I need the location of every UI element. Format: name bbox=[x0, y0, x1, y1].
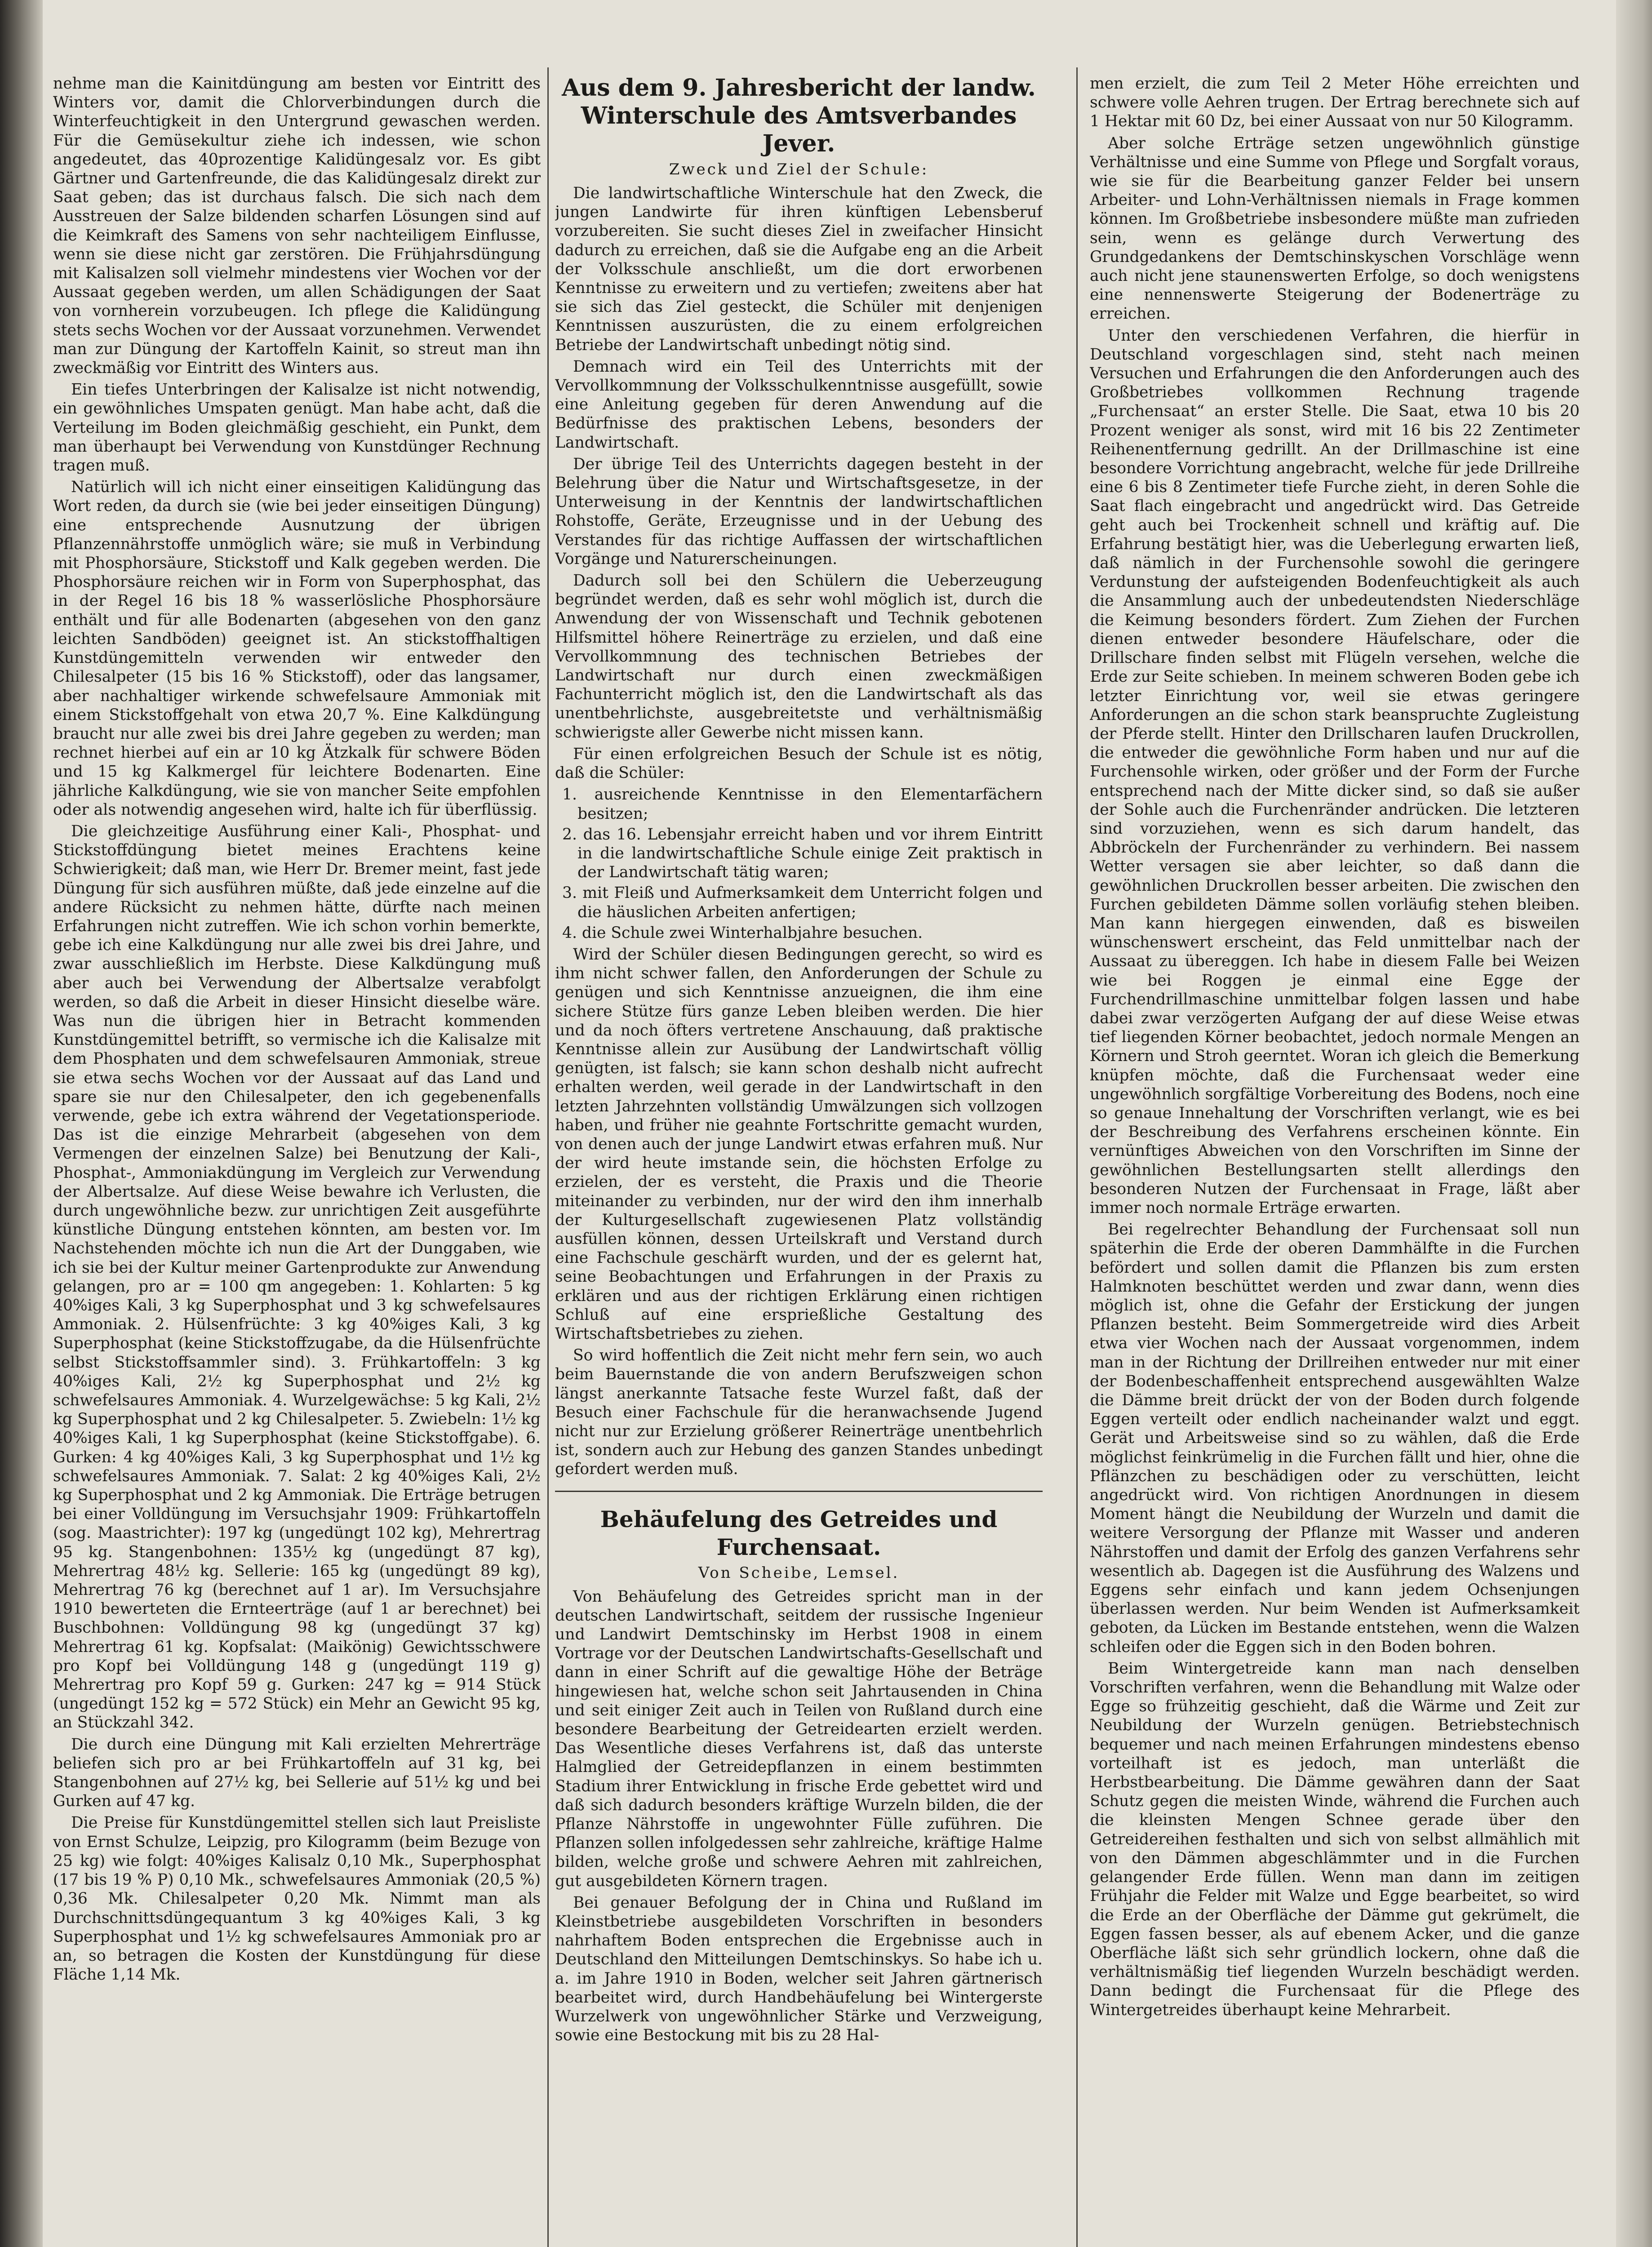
paragraph: So wird hoffentlich die Zeit nicht mehr fern sein, wo auch beim Bauernstande die von andern Berufszweigen schon längst anerkannte Tatsache feste Wurzel faßt, daß der Besuch einer Fachschule für die heranwachsende Jugend nicht nur zur Erzielung größerer Reinerträge unentbehrlich ist, sondern auch zur Hebung des ganzen Standes unbedingt gefordert werden muß. bbox=[555, 1346, 1043, 1479]
section-subtitle: Zweck und Ziel der Schule: bbox=[669, 160, 929, 178]
paragraph: men erzielt, die zum Teil 2 Meter Höhe erreichten und schwere volle Aehren trugen. Der Ertrag berechnete sich auf 1 Hektar mit 60 Dz, bei einer Aussaat von nur 50 Kilogramm. bbox=[1090, 75, 1580, 131]
paragraph: Von Behäufelung des Getreides spricht man in der deutschen Landwirtschaft, seitdem der russische Ingenieur und Landwirt Demtschinsky im Herbst 1908 in einem Vortrage vor der Deutschen Landwirtschafts-Gesellschaft und dann in einer Schrift auf die gewaltige Höhe der Beträge hingewiesen hat, welche schon seit Jahrtausenden in China und seit einiger Zeit auch in Teilen von Rußland durch eine besondere Bearbeitung der Getreidearten erzielt werden. Das Wesentliche dieses Verfahrens ist, daß das unterste Halmglied der Getreidepflanzen in einem bestimmten Stadium ihrer Entwicklung in frische Erde gebettet wird und daß sich dadurch besonders kräftige Wurzeln bilden, die der Pflanze Nährstoffe in ungewohnter Fülle zuführen. Die Pflanzen sollen infolgedessen sehr zahlreiche, kräftige Halme bilden, welche große und schwere Aehren mit zahlreichen, gut ausgebildeten Körnern tragen. bbox=[555, 1587, 1043, 1890]
paragraph: nehme man die Kainitdüngung am besten vor Eintritt des Winters vor, damit die Chlorverbindungen durch die Winterfeuchtigkeit in den Untergrund gewaschen werden. Für die Gemüsekultur ziehe ich indessen, wie schon angedeutet, das 40prozentige Kalidüngesalz vor. Es gibt Gärtner und Gartenfreunde, die das Kalidüngesalz direkt zur Saat geben; das ist durchaus falsch. Die sich nach dem Ausstreuen der Salze bildenden scharfen Lösungen sind auf die Keimkraft des Samens von sehr nachteiligem Einflusse, wenn sie diese nicht gar zerstören. Die Frühjahrsdüngung mit Kalisalzen soll vielmehr mindestens vier Wochen vor der Aussaat gegeben werden, um allen Schädigungen der Saat von vornherein vorzubeugen. Ich pflege die Kalidüngung stets sechs Wochen vor der Aussaat vorzunehmen. Verwendet man zur Düngung der Kartoffeln Kainit, so streut man ihn zweckmäßig vor Eintritt des Winters aus. bbox=[53, 75, 541, 377]
article-byline: Von Scheibe, Lemsel. bbox=[698, 1563, 900, 1582]
binding-edge-left bbox=[0, 0, 43, 2247]
article-title-winterschule: Aus dem 9. Jahresbericht der landw. Winterschule des Amtsverbandes Jever. bbox=[562, 74, 1036, 157]
paragraph: Die landwirtschaftliche Winterschule hat den Zweck, die jungen Landwirte für ihren künftigen Lebensberuf vorzubereiten. Sie sucht dieses Ziel in zweifacher Hinsicht dadurch zu erreichen, daß sie die Aufgabe eng an die Arbeit der Volksschule anschließt, um die dort erworbenen Kenntnisse zu erweitern und zu vertiefen; zweitens aber hat sie sich das Ziel gesteckt, die Schüler mit denjenigen Kenntnissen auszurüsten, die zu einem erfolgreichen Betriebe der Landwirtschaft unbedingt nötig sind. bbox=[555, 184, 1043, 354]
paragraph: Der übrige Teil des Unterrichts dagegen besteht in der Belehrung über die Natur und Wirtschaftsgesetze, in der Unterweisung in der Kenntnis der landwirtschaftlichen Rohstoffe, Geräte, Erzeugnisse und in der Uebung des Verstandes für das richtige Auffassen der wirtschaftlichen Vorgänge und Naturerscheinungen. bbox=[555, 455, 1043, 568]
paragraph: Aber solche Erträge setzen ungewöhnlich günstige Verhältnisse und eine Summe von Pflege und Sorgfalt voraus, wie sie für die Bearbeitung ganzer Felder bei unsern Arbeiter- und Lohn-Verhältnissen niemals in Frage kommen können. Im Großbetriebe insbesondere müßte man zufrieden sein, wenn es gelänge durch Verwertung des Grundgedankens der Demtschinskyschen Vorschläge wenn auch nicht jene staunenswerten Erfolge, so doch wenigstens eine nennenswerte Steigerung der Bodenerträge zu erreichen. bbox=[1090, 134, 1580, 323]
list-item: 4. die Schule zwei Winterhalbjahre besuchen. bbox=[562, 924, 923, 942]
paragraph: Ein tiefes Unterbringen der Kalisalze ist nicht notwendig, ein gewöhnliches Umspaten genügt. Man habe acht, daß die Verteilung im Boden gleichmäßig geschieht, ein Punkt, dem man überhaupt bei Verwendung von Kunstdünger Rechnung tragen muß. bbox=[53, 381, 541, 475]
paragraph: Die Preise für Kunstdüngemittel stellen sich laut Preisliste von Ernst Schulze, Leipzig, pro Kilogramm (beim Bezuge von 25 kg) wie folgt: 40%iges Kalisalz 0,10 Mk., Superphosphat (17 bis 19 % P) 0,10 Mk., schwefelsaures Ammoniak (20,5 %) 0,36 Mk. Chilesalpeter 0,20 Mk. Nimmt man als Durchschnittsdüngequantum 3 kg 40%iges Kali, 3 kg Superphosphat und 1½ kg schwefelsaures Ammoniak pro ar an, so betragen die Kosten der Kunstdüngung für diese Fläche 1,14 Mk. bbox=[53, 1814, 541, 1984]
paragraph: Wird der Schüler diesen Bedingungen gerecht, so wird es ihm nicht schwer fallen, den Anforderungen der Schule zu genügen und sich Kenntnisse anzueignen, die ihm eine sichere Stütze fürs ganze Leben bleiben werden. Die hier und da noch öfters vertretene Anschauung, daß praktische Kenntnisse allein zur Ausübung der Landwirtschaft völlig genügten, ist falsch; sie kann schon deshalb nicht aufrecht erhalten werden, weil gerade in der Landwirtschaft in den letzten Jahrzehnten vollständig Umwälzungen sich vollzogen haben, und früher nie geahnte Fortschritte gemacht wurden, von denen auch der junge Landwirt etwas erfahren muß. Nur der wird heute imstande sein, die höchsten Erfolge zu erzielen, der es versteht, die Praxis und die Theorie miteinander zu verbinden, nur der wird den ihm innerhalb der Kulturgesellschaft zugewiesenen Platz vollständig ausfüllen können, dessen Urteilskraft und Verstand durch eine Fachschule geschärft wurden, und der es gelernt hat, seine Beobachtungen und Erfahrungen in der Praxis zu erklären und aus der richtigen Erklärung einen richtigen Schluß auf eine ersprießliche Gestaltung des Wirtschaftsbetriebes zu ziehen. bbox=[555, 945, 1043, 1343]
paragraph: Die gleichzeitige Ausführung einer Kali-, Phosphat- und Stickstoffdüngung bietet meines Erachtens keine Schwierigkeit; daß man, wie Herr Dr. Bremer meint, fast jede Düngung für sich ausführen müßte, daß jede einzelne auf die andere Rücksicht zu nehmen hätte, dürfte nach meinen Erfahrungen nicht zutreffen. Wie ich schon vorhin bemerkte, gebe ich eine Kalkdüngung nur alle zwei bis drei Jahre, und zwar ausschließlich im Herbste. Diese Kalkdüngung muß aber auch bei Verwendung der Albertsalze verabfolgt werden, so daß die Arbeit in dieser Hinsicht dieselbe wäre. Was nun die übrigen hier in Betracht kommenden Kunstdüngemittel betrifft, so vermische ich die Kalisalze mit dem Phosphaten und dem schwefelsauren Ammoniak, streue sie etwa sechs Wochen vor der Aussaat auf das Land und spare sie nur den Chilesalpeter, den ich gegebenenfalls verwende, gebe ich extra während der Vegetationsperiode. Das ist die einzige Mehrarbeit (abgesehen von dem Vermengen der einzelnen Salze) bei Benutzung der Kali-, Phosphat-, Ammoniakdüngung im Vergleich zur Verwendung der Albertsalze. Auf diese Weise bewahre ich Verlusten, die durch ungewöhnliche bezw. zur unrichtigen Zeit ausgeführte künstliche Düngung entstehen könnten, am besten vor. Im Nachstehenden möchte ich nun die Art der Dunggaben, wie ich sie bei der Kultur meiner Gartenprodukte zur Anwendung gelangen, pro ar = 100 qm angegeben: 1. Kohlarten: 5 kg 40%iges Kali, 3 kg Superphosphat und 3 kg schwefelsaures Ammoniak. 2. Hülsenfrüchte: 3 kg 40%iges Kali, 3 kg Superphosphat (keine Stickstoffzugabe, da die Hülsenfrüchte selbst Stickstoffsammler sind). 3. Frühkartoffeln: 3 kg 40%iges Kali, 2½ kg Superphosphat und 2½ kg schwefelsaures Ammoniak. 4. Wurzelgewächse: 5 kg Kali, 2½ kg Superphosphat und 2 kg Chilesalpeter. 5. Zwiebeln: 1½ kg 40%iges Kali, 1 kg Superphosphat (keine Stickstoffgabe). 6. Gurken: 4 kg 40%iges Kali, 3 kg Superphosphat und 1½ kg schwefelsaures Ammoniak. 7. Salat: 2 kg 40%iges Kali, 2½ kg Superphosphat und 2 kg Ammoniak. Die Erträge betrugen bei einer Volldüngung im Versuchsjahr 1909: Frühkartoffeln (sog. Maastrichter): 197 kg (ungedüngt 102 kg), Mehrertrag 95 kg. Stangenbohnen: 135½ kg (ungedüngt 87 kg), Mehrertrag 48½ kg. Sellerie: 165 kg (ungedüngt 89 kg), Mehrertrag 76 kg (berechnet auf 1 ar). Im Versuchsjahre 1910 bewerteten die Ernteerträge (auf 1 ar berechnet) bei Buschbohnen: Volldüngung 98 kg (ungedüngt 37 kg) Mehrertrag 61 kg. Kopfsalat: (Maikönig) Gewichtsschwere pro Kopf bei Volldüngung 148 g (ungedüngt 119 g) Mehrertrag pro Kopf 59 g. Gurken: 247 kg = 914 Stück (ungedüngt 152 kg = 572 Stück) ein Mehr an Gewicht 95 kg, an Stückzahl 342. bbox=[53, 822, 541, 1732]
page-edge-right bbox=[1616, 0, 1652, 2247]
column-2 bbox=[555, 74, 1043, 2247]
column-1 bbox=[53, 74, 541, 2247]
list-item: 3. mit Fleiß und Aufmerksamkeit dem Unterricht folgen und die häuslichen Arbeiten anfertigen; bbox=[562, 884, 1043, 921]
article-divider bbox=[555, 1491, 1043, 1492]
article-title-behaeufelung: Behäufelung des Getreides und Furchensaat. bbox=[600, 1505, 998, 1560]
column-rule-left bbox=[547, 67, 549, 2247]
paragraph: Bei regelrechter Behandlung der Furchensaat soll nun späterhin die Erde der oberen Dammhälfte in die Furchen befördert und sollen damit die Pflanzen bis zum ersten Halmknoten beschüttet werden und zwar dann, wenn dies möglich ist, ohne die Gefahr der Erstickung der jungen Pflanzen besteht. Beim Sommergetreide wird dies Arbeit etwa vier Wochen nach der Aussaat vorgenommen, indem man in der Richtung der Drillreihen entweder nur mit einer der Bodenbeschaffenheit entsprechend ausgewählten Walze die Dämme breit drückt der von der Boden durch folgende Eggen verteilt oder endlich nacheinander walzt und eggt. Gerät und Arbeitsweise sind so zu wählen, daß die Erde möglichst feinkrümelig in die Furchen fällt und hier, ohne die Pflänzchen zu beschädigen oder zu verschütten, leicht angedrückt wird. Von richtigen Anordnungen in diesem Moment hängt die Neubildung der Wurzeln und damit die weitere Versorgung der Pflanze mit Wasser und anderen Nährstoffen und damit der Erfolg des ganzen Verfahrens sehr wesentlich ab. Dagegen ist die Ausführung des Walzens und Eggens sehr einfach und kann jedem Ochsenjungen überlassen werden. Nur beim Wenden ist Aufmerksamkeit geboten, da Lücken im Bestande entstehen, wenn die Walzen schleifen oder die Eggen sich in den Boden bohren. bbox=[1090, 1221, 1580, 1656]
paragraph: Beim Wintergetreide kann man nach denselben Vorschriften verfahren, wenn die Behandlung mit Walze oder Egge so frühzeitig geschieht, daß die Wärme und Zeit zur Neubildung der Wurzeln genügen. Betriebstechnisch bequemer und nach meinen Erfahrungen mindestens ebenso vorteilhaft ist es jedoch, man unterläßt die Herbstbearbeitung. Die Dämme gewähren dann der Saat Schutz gegen die meisten Winde, während die Furchen auch die kleinsten Mengen Schnee gerade über den Getreidereihen festhalten und sich von selbst allmählich mit von den Dämmen abgeschlämmter und in die Furchen gelangender Erde füllen. Wenn man dann im zeitigen Frühjahr die Felder mit Walze und Egge bearbeitet, so wird die Erde an der Oberfläche der Dämme gut gekrümelt, die Eggen fassen besser, als auf ebenem Acker, und die ganze Oberfläche läßt sich sehr gründlich lockern, ohne daß die verhältnismäßig tief liegenden Wurzeln beschädigt werden. Dann bedingt die Furchensaat für die Pflege des Wintergetreides überhaupt keine Mehrarbeit. bbox=[1090, 1659, 1580, 2019]
list-item: 2. das 16. Lebensjahr erreicht haben und vor ihrem Eintritt in die landwirtschaftliche Schule einige Zeit praktisch in der Landwirtschaft tätig waren; bbox=[562, 825, 1043, 882]
paragraph: Die durch eine Düngung mit Kali erzielten Mehrerträge beliefen sich pro ar bei Frühkartoffeln auf 31 kg, bei Stangenbohnen auf 27½ kg, bei Sellerie auf 51½ kg und bei Gurken auf 47 kg. bbox=[53, 1735, 541, 1811]
column-3 bbox=[1090, 74, 1580, 2247]
paragraph: Dadurch soll bei den Schülern die Ueberzeugung begründet werden, daß es sehr wohl möglich ist, durch die Anwendung der von Wissenschaft und Technik gebotenen Hilfsmittel höhere Reinerträge zu erzielen, und daß eine Vervollkommnung des technischen Betriebes der Landwirtschaft nur durch einen zweckmäßigen Fachunterricht möglich ist, den die Landwirtschaft als das unentbehrlichste, ausgebreitetste und verhältnismäßig schwierigste aller Gewerbe nicht missen kann. bbox=[555, 572, 1043, 742]
requirements-list bbox=[555, 785, 1043, 942]
paragraph: Bei genauer Befolgung der in China und Rußland im Kleinstbetriebe ausgebildeten Vorschriften in besonders nahrhaftem Boden entsprechen die Ergebnisse auch in Deutschland den Mitteilungen Demtschinskys. So habe ich u. a. im Jahre 1910 in Boden, welcher seit Jahren gärtnerisch bearbeitet wird, durch Handbehäufelung bei Wintergerste Wurzelwerk von ungewöhnlicher Stärke und Verzweigung, sowie eine Bestockung mit bis zu 28 Hal- bbox=[555, 1893, 1043, 2045]
list-item: 1. ausreichende Kenntnisse in den Elementarfächern besitzen; bbox=[562, 786, 1043, 823]
paragraph: Demnach wird ein Teil des Unterrichts mit der Vervollkommnung der Volksschulkenntnisse ausgefüllt, sowie eine Anleitung gegeben für deren Anwendung auf die Bedürfnisse des praktischen Lebens, besonders der Landwirtschaft. bbox=[555, 357, 1043, 452]
column-rule-right bbox=[1076, 67, 1078, 2247]
paragraph: Natürlich will ich nicht einer einseitigen Kalidüngung das Wort reden, da durch sie (wie bei jeder einseitigen Düngung) eine entsprechende Ausnutzung der übrigen Pflanzennährstoffe unmöglich wäre; sie muß in Verbindung mit Phosphorsäure, Stickstoff und Kalk gegeben werden. Die Phosphorsäure reichen wir in Form von Superphosphat, das in der Regel 16 bis 18 % wasserlösliche Phosphorsäure enthält und für alle Bodenarten (abgesehen von den ganz leichten Sandböden) geeignet ist. An stickstoffhaltigen Kunstdüngemitteln verwenden wir entweder den Chilesalpeter (15 bis 16 % Stickstoff), oder das langsamer, aber nachhaltiger wirkende schwefelsaure Ammoniak mit einem Stickstoffgehalt von etwa 20,7 %. Eine Kalkdüngung braucht nur alle zwei bis drei Jahre gegeben zu werden; man rechnet hierbei auf ein ar 10 kg Ätzkalk für schwere Böden und 15 kg Kalkmergel für leichtere Bodenarten. Eine jährliche Kalkdüngung, wie sie von mancher Seite empfohlen oder als notwendig angesehen wird, halte ich für überflüssig. bbox=[53, 478, 541, 819]
paragraph: Für einen erfolgreichen Besuch der Schule ist es nötig, daß die Schüler: bbox=[555, 745, 1043, 782]
paragraph: Unter den verschiedenen Verfahren, die hierfür in Deutschland vorgeschlagen sind, steht nach meinen Versuchen und Erfahrungen die den Anforderungen auch des Großbetriebes vollkommen Rechnung tragende „Furchensaat“ an erster Stelle. Die Saat, etwa 10 bis 20 Prozent weniger als sonst, wird mit 16 bis 22 Zentimeter Reihenentfernung gedrillt. An der Drillmaschine ist eine besondere Vorrichtung angebracht, welche für jede Drillreihe eine 6 bis 8 Zentimeter tiefe Furche zieht, in deren Sohle die Saat flach eingebracht und angedrückt wird. Das Getreide geht auch bei Trockenheit schnell und kräftig auf. Die Erfahrung bestätigt hier, was die Ueberlegung erwarten ließ, daß nämlich in der Furchensohle sowohl die geringere Verdunstung der aufsteigenden Bodenfeuchtigkeit als auch die Ansammlung auch der unbedeutendsten Niederschläge die Keimung besonders fördert. Zum Ziehen der Furchen dienen entweder besondere Häufelschare, oder die Drillschare finden selbst mit Flügeln versehen, welche die Erde zur Seite schieben. In meinem schweren Boden gebe ich letzter Einrichtung vor, weil sie etwas geringere Anforderungen an die schon stark beanspruchte Zugleistung der Pferde stellt. Hinter den Drillscharen laufen Druckrollen, die entweder die gewöhnliche Form haben und nur auf die Furchensohle wirken, oder größer und der Form der Furche entsprechend nach der Mitte dicker sind, so daß sie außer der Sohle auch die Furchenränder andrücken. Die letzteren sind vorzuziehen, wenn es sich darum handelt, das Abbröckeln der Furchenränder zu verhindern. Bei nassem Wetter versagen sie aber leichter, so daß dann die gewöhnlichen Druckrollen besser arbeiten. Die zwischen den Furchen gebildeten Dämme sollen vorläufig stehen bleiben. Man kann hiergegen einwenden, daß es bisweilen wünschenswert erscheint, das Feld unmittelbar nach der Aussaat zu übereggen. Ich habe in diesem Falle bei Weizen wie bei Roggen je einmal eine Egge der Furchendrillmaschine unmittelbar folgen lassen und habe dabei zwar verzögerten Aufgang der auf diese Weise etwas tief liegenden Körner beobachtet, jedoch normale Mengen an Körnern und Stroh geerntet. Woran ich gleich die Bemerkung knüpfen möchte, daß die Furchensaat weder eine ungewöhnlich sorgfältige Vorbereitung des Bodens, noch eine so genaue Innehaltung der Vorschriften verlangt, wie es bei der Beschreibung des Verfahrens erscheinen könnte. Ein vernünftiges Abweichen von den Vorschriften im Sinne der gewöhnlichen Bestellungsarten stellt allerdings den besonderen Nutzen der Furchensaat in Frage, läßt aber immer noch normale Erträge erwarten. bbox=[1090, 326, 1580, 1217]
